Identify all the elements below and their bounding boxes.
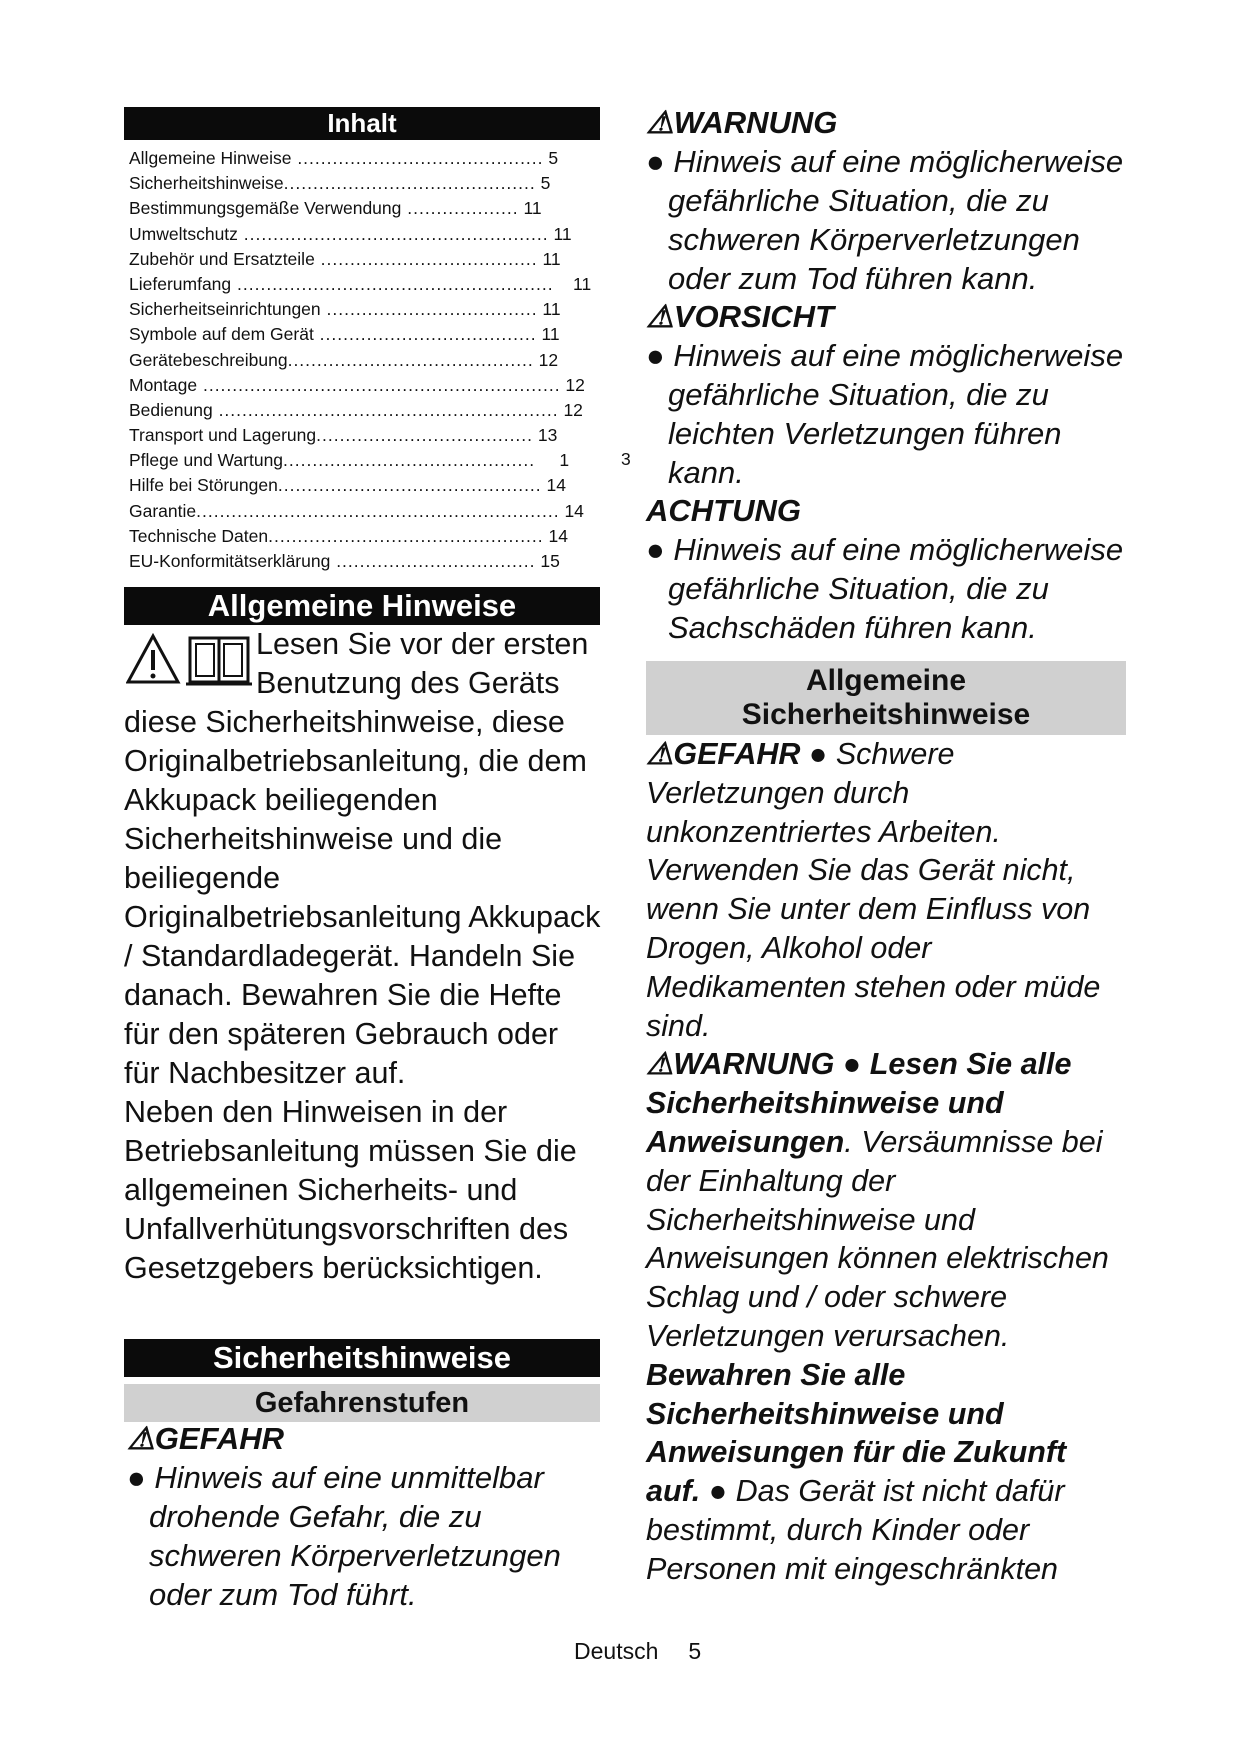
toc-entry-title: Transport und Lagerung xyxy=(129,425,317,446)
toc-entry-title: Hilfe bei Störungen xyxy=(129,475,278,496)
toc-entry-title: Sicherheitseinrichtungen xyxy=(129,299,321,320)
toc-entry-dots: .................................................... xyxy=(237,223,549,244)
toc-entry xyxy=(129,423,599,448)
toc-entry-page: 11 xyxy=(537,299,561,320)
warning-triangle-icon: ⚠ xyxy=(646,105,674,140)
gefahr-label-line: ⚠GEFAHR xyxy=(127,1421,284,1456)
gefahr-description: ● Hinweis auf eine unmittelbar drohende Gefahr, die zu schweren Körperverletzungen oder zum Tod führt. xyxy=(127,1460,561,1612)
toc-entry-page: 14 xyxy=(559,500,584,521)
section-heading-allgemeine-hinweise: Allgemeine Hinweise xyxy=(124,587,600,625)
toc-entry xyxy=(129,322,599,347)
toc-entry-dots: ...................................................... xyxy=(231,273,554,294)
vorsicht-label-line: ⚠VORSICHT xyxy=(646,299,834,334)
toc-entry-title: EU-Konformitätserklärung xyxy=(129,551,331,571)
toc-entry xyxy=(129,473,599,498)
toc-entry-dots: ............................................... xyxy=(268,525,544,546)
toc-entry-page: 12 xyxy=(560,374,585,395)
toc-entry-title: Zubehör und Ersatzteile xyxy=(129,248,315,269)
achtung-label-line: ACHTUNG xyxy=(646,493,801,528)
toc-entry-title: Gerätebeschreibung xyxy=(129,349,288,370)
intro-paragraph: Lesen Sie vor der ersten Benutzung des Geräts diese Sicherheitshinweise, diese Originalbetriebsanleitung, die dem Akkupack beiliegenden Sicherheitshinweise und die beiliegende Originalbetriebsanleitung Akkupack / Standardladegerät. Handeln Sie danach. Bewahren Sie die Hefte für den späteren Gebrauch oder für Nachbesitzer auf. xyxy=(124,627,601,1090)
gefahr-paragraph: ⚠GEFAHR ● Schwere Verletzungen durch unkonzentriertes Arbeiten. Verwenden Sie das Gerät nicht, wenn Sie unter dem Einfluss von Drogen, Alkohol oder Medikamenten stehen oder müde sind. xyxy=(646,737,1101,1043)
toc-entry xyxy=(129,297,599,322)
toc-entry-title: Sicherheitshinweise xyxy=(129,173,284,194)
toc-entry xyxy=(129,348,599,373)
warning-triangle-icon: ⚠ xyxy=(646,299,674,334)
intro-text-block xyxy=(124,625,602,1288)
toc-entry-page: 12 xyxy=(558,399,583,420)
toc-entry-page: 12 xyxy=(533,349,559,370)
toc-entry-page: 14 xyxy=(543,525,568,546)
toc-heading: Inhalt xyxy=(124,107,600,140)
toc-entry-dots: ........................................... xyxy=(283,173,536,194)
toc-entry-page: 1 xyxy=(535,450,570,471)
toc-entry-dots: ..................................... xyxy=(313,324,537,345)
toc-entry-dots: .................................. xyxy=(330,551,536,571)
warnung-description: ● Hinweis auf eine möglicherweise gefährliche Situation, die zu schweren Körperverletzungen oder zum Tod führen kann. xyxy=(646,144,1124,296)
toc-entry-dots: ............................................................. xyxy=(197,374,561,395)
toc-entry-page: 11 xyxy=(537,248,561,269)
warning-triangle-icon: ⚠ xyxy=(646,737,674,771)
toc-entry-page: 5 xyxy=(543,148,559,168)
toc-entry xyxy=(129,272,599,297)
toc-entry-dots: ..................................... xyxy=(316,425,534,446)
toc-entry xyxy=(129,549,599,574)
toc-entry-title: Pflege und Wartung xyxy=(129,450,284,471)
warning-triangle-icon: ⚠ xyxy=(127,1421,155,1456)
toc-entry xyxy=(129,146,599,171)
toc-entry-page: 11 xyxy=(548,223,572,244)
danger-level-gefahr xyxy=(127,1420,603,1614)
toc-entry-dots: ........................................... xyxy=(283,450,536,471)
toc-entry-page: 15 xyxy=(535,551,560,571)
toc-entry xyxy=(129,196,599,221)
achtung-description: ● Hinweis auf eine möglicherweise gefährliche Situation, die zu Sachschäden führen kann. xyxy=(646,532,1124,645)
toc-entry xyxy=(129,398,599,423)
toc-entry-title: Allgemeine Hinweise xyxy=(129,148,292,168)
toc-entry-title: Bedienung xyxy=(129,399,213,420)
toc-entry-title: Lieferumfang xyxy=(129,273,232,294)
toc-entry-page: 11 xyxy=(553,273,592,294)
toc-entry-dots: ..................................... xyxy=(314,248,538,269)
toc-entry xyxy=(129,171,599,196)
toc-entry-title: Technische Daten xyxy=(129,525,269,546)
subheading-allgemeine-sicherheitshinweise: Allgemeine Sicherheitshinweise xyxy=(646,661,1126,735)
toc-entry-page: 13 xyxy=(533,425,558,446)
toc-entry-page: 11 xyxy=(518,198,542,219)
toc-entry xyxy=(129,499,599,524)
toc-entry-page: 11 xyxy=(536,324,560,345)
table-of-contents xyxy=(129,146,599,574)
toc-entry-dots: .......................................................... xyxy=(212,399,559,420)
toc-entry-title: Bestimmungsgemäße Verwendung xyxy=(129,198,402,219)
footer-language: Deutsch xyxy=(574,1638,659,1664)
toc-entry xyxy=(129,373,599,398)
footer-page-number: 5 xyxy=(688,1638,702,1664)
legal-paragraph: Neben den Hinweisen in der Betriebsanleitung müssen Sie die allgemeinen Sicherheits- und Unfallverhütungsvorschriften des Gesetzgebers berücksichtigen. xyxy=(124,1095,577,1285)
toc-entry-dots: ............................................. xyxy=(277,475,542,496)
warnung-label-line: ⚠WARNUNG xyxy=(646,105,838,140)
toc-entry-title: Garantie xyxy=(129,500,197,521)
page-footer xyxy=(574,1638,731,1665)
toc-entry-title: Montage xyxy=(129,374,198,395)
stray-page-digit: 3 xyxy=(621,449,631,469)
warning-triangle-icon: ⚠ xyxy=(646,1047,674,1082)
toc-entry-page: 5 xyxy=(535,173,551,194)
toc-entry-title: Symbole auf dem Gerät xyxy=(129,324,314,345)
warnung-paragraph: ⚠WARNUNG ● Lesen Sie alle Sicherheitshinweise und Anweisungen. Versäumnisse bei der Einhaltung der Sicherheitshinweise und Anweisungen können elektrischen Schlag und / oder schwere Verletzungen verursachen. Bewahren Sie alle Sicherheitshinweise und Anweisungen für die Zukunft auf. ● Das Gerät ist nicht dafür bestimmt, durch Kinder oder Personen mit eingeschränkten xyxy=(646,1047,1109,1586)
toc-entry xyxy=(129,222,599,247)
toc-entry xyxy=(129,524,599,549)
subheading-gefahrenstufen: Gefahrenstufen xyxy=(124,1384,600,1422)
toc-entry xyxy=(129,448,599,473)
toc-entry-page: 14 xyxy=(541,475,566,496)
toc-entry xyxy=(129,247,599,272)
toc-entry-dots: .......................................... xyxy=(287,349,534,370)
section-heading-sicherheitshinweise: Sicherheitshinweise xyxy=(124,1339,600,1377)
toc-entry-dots: ................... xyxy=(401,198,519,219)
toc-entry-dots: .................................... xyxy=(320,299,538,320)
toc-entry-dots: .............................................................. xyxy=(196,500,560,521)
toc-entry-title: Umweltschutz xyxy=(129,223,238,244)
toc-entry-dots: .......................................... xyxy=(291,148,544,168)
vorsicht-description: ● Hinweis auf eine möglicherweise gefährliche Situation, die zu leichten Verletzungen führen kann. xyxy=(646,338,1124,490)
